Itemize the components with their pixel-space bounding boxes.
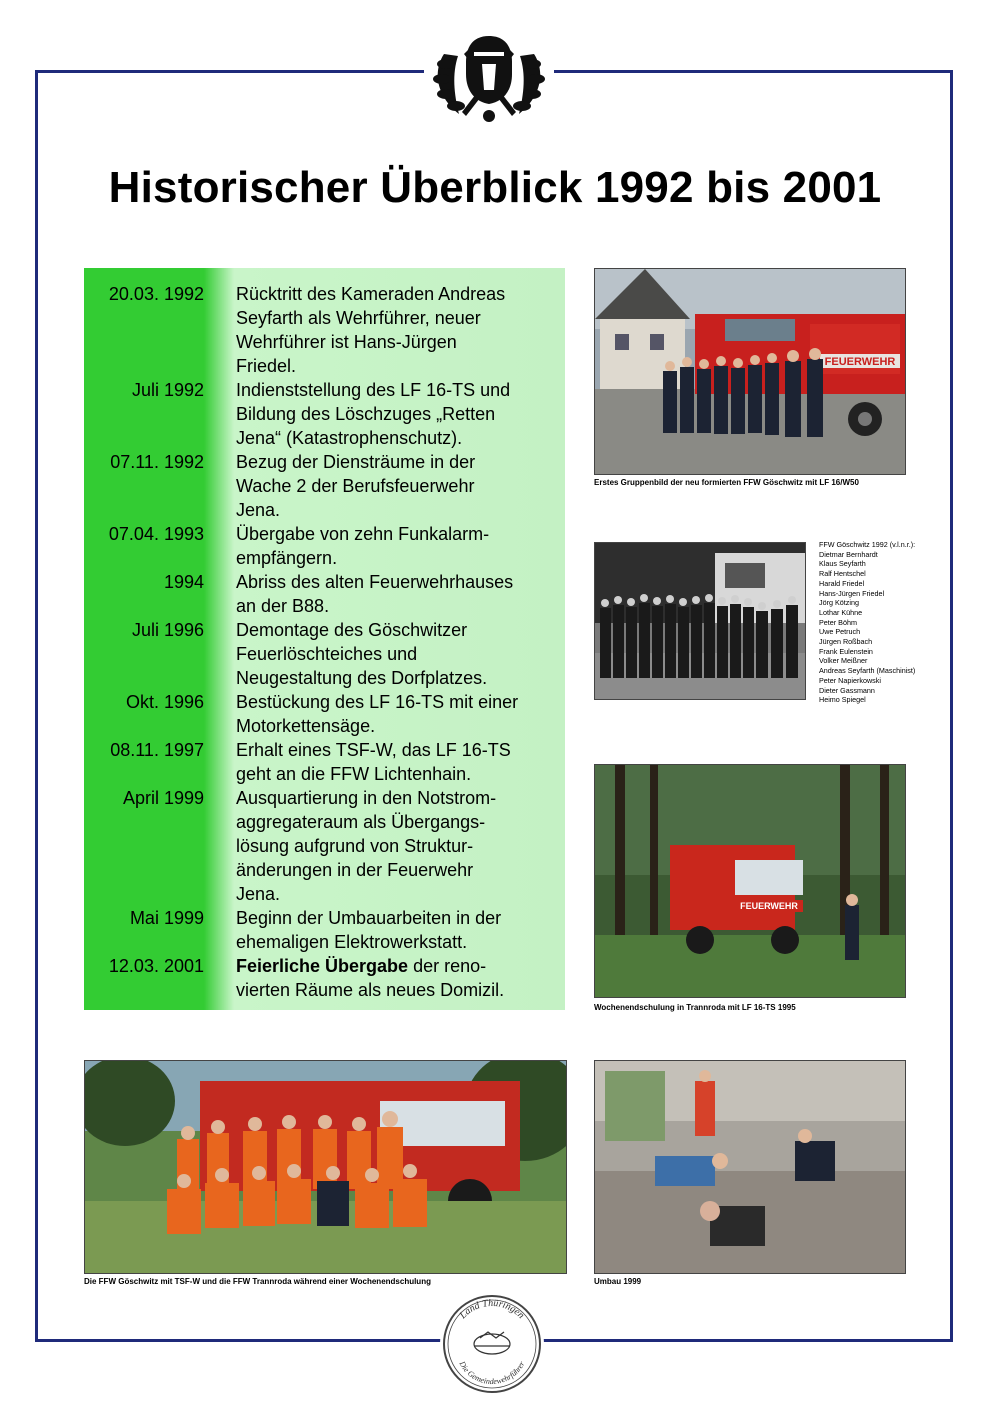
timeline-line: Seyfarth als Wehrführer, neuer (236, 308, 481, 328)
timeline-line-rest: der reno- (408, 956, 487, 976)
timeline-date: 07.11. 1992 (110, 452, 204, 472)
name-item: Klaus Seyfarth (819, 559, 866, 569)
photo5-caption: Umbau 1999 (594, 1277, 642, 1286)
timeline-date: Okt. 1996 (125, 692, 204, 712)
truck-label: FEUERWEHR (740, 901, 798, 911)
timeline-line: Ausquartierung in den Notstrom- (236, 788, 497, 808)
name-item: Uwe Petruch (819, 627, 861, 637)
timeline-line: Bildung des Löschzuges „Retten (236, 404, 496, 424)
group-photo-lf16-w50 (594, 268, 906, 475)
timeline-line: geht an die FFW Lichtenhain. (236, 764, 472, 784)
truck-label: FEUERWEHR (824, 356, 896, 368)
name-item: Peter Böhm (819, 617, 857, 627)
timeline-line: vierten Räume als neues Domizil. (236, 980, 505, 1000)
photo2-name-list (819, 540, 915, 705)
name-item: Andreas Seyfarth (Maschinist) (819, 666, 916, 676)
group-photo-1992-bw (594, 542, 806, 700)
photo-trannroda-lf16 (594, 764, 906, 998)
timeline-line: empfängern. (236, 548, 338, 568)
timeline-line: Bezug der Diensträume in der (236, 452, 476, 472)
timeline-line: Beginn der Umbauarbeiten in der (236, 908, 502, 928)
timeline-line: Bestückung des LF 16-TS mit einer (236, 692, 519, 712)
name-item: Jürgen Roßbach (819, 637, 873, 647)
timeline-bold-text: Feierliche Übergabe (236, 956, 409, 976)
photo4-caption: Die FFW Göschwitz mit TSF-W und die FFW Trannroda während einer Wochenendschulung (84, 1277, 431, 1286)
timeline-date: April 1999 (122, 788, 204, 808)
timeline-text (236, 378, 556, 450)
name-item: Hans-Jürgen Friedel (819, 588, 885, 598)
name-item: Volker Meißner (819, 656, 868, 666)
name-item: Ralf Hentschel (819, 569, 866, 579)
timeline-date: 07.04. 1993 (108, 524, 204, 544)
names-title: FFW Göschwitz 1992 (v.l.n.r.): (819, 540, 916, 549)
timeline-line: Feuerlöschteiches und (236, 644, 418, 664)
timeline-text (236, 282, 556, 378)
timeline-line: änderungen in der Feuerwehr (236, 860, 474, 880)
timeline-line: Abriss des alten Feuerwehrhauses (236, 572, 514, 592)
name-item: Dietmar Bernhardt (819, 549, 878, 559)
timeline-line: Neugestaltung des Dorfplatzes. (236, 668, 488, 688)
timeline-date: 20.03. 1992 (108, 284, 204, 304)
timeline-line: Motorkettensäge. (236, 716, 376, 736)
timeline-date: 12.03. 2001 (108, 956, 204, 976)
timeline-line: aggregateraum als Übergangs- (236, 812, 486, 832)
timeline-date: Mai 1999 (129, 908, 204, 928)
seal-bottom-text: Die Gemeindewehrführer (457, 1359, 527, 1387)
timeline-line: Jena“ (Katastrophenschutz). (236, 428, 463, 448)
photo1-caption: Erstes Gruppenbild der neu formierten FFW Göschwitz mit LF 16/W50 (594, 478, 859, 487)
timeline-date: Juli 1992 (131, 380, 204, 400)
timeline-line (236, 954, 556, 978)
timeline-text (236, 738, 556, 786)
name-item: Heimo Spiegel (819, 695, 866, 705)
photo-umbau-1999 (594, 1060, 906, 1274)
timeline-date: Juli 1996 (131, 620, 204, 640)
timeline-text (236, 618, 556, 690)
timeline-line: Jena. (236, 500, 281, 520)
timeline-date: 08.11. 1997 (110, 740, 204, 760)
photo-tsf-w-group (84, 1060, 567, 1274)
timeline-line: Jena. (236, 884, 281, 904)
timeline-text (236, 690, 556, 738)
timeline-line: Übergabe von zehn Funkalarm- (236, 524, 490, 544)
timeline-line: Rücktritt des Kameraden Andreas (236, 284, 506, 304)
name-item: Harald Friedel (819, 578, 865, 588)
seal-top-text: Land Thüringen (457, 1297, 527, 1322)
name-item: Jörg Kötzing (819, 598, 859, 608)
timeline-text (236, 786, 556, 906)
name-item: Dieter Gassmann (819, 685, 875, 695)
timeline-line: Indienststellung des LF 16-TS und (236, 380, 511, 400)
timeline-line: Wache 2 der Berufsfeuerwehr (236, 476, 475, 496)
timeline-line: ehemaligen Elektrowerkstatt. (236, 932, 468, 952)
seal-stamp-icon (440, 1292, 544, 1396)
timeline-text (236, 450, 556, 522)
name-item: Peter Napierkowski (819, 675, 881, 685)
photo3-caption: Wochenendschulung in Trannroda mit LF 16-TS 1995 (594, 1003, 796, 1012)
timeline-line: lösung aufgrund von Struktur- (236, 836, 474, 856)
timeline-panel (84, 268, 565, 1010)
timeline-line: Wehrführer ist Hans-Jürgen (236, 332, 457, 352)
name-item: Lothar Kühne (819, 607, 863, 617)
timeline-line: Demontage des Göschwitzer (236, 620, 468, 640)
timeline-date: 1994 (163, 572, 204, 592)
name-item: Frank Eulenstein (819, 646, 873, 656)
fire-helmet-emblem-icon (424, 24, 554, 132)
timeline-line: Erhalt eines TSF-W, das LF 16-TS (236, 740, 511, 760)
timeline-line: an der B88. (236, 596, 330, 616)
timeline-text (236, 954, 556, 1002)
page-title: Historischer Überblick 1992 bis 2001 (108, 163, 882, 212)
timeline-text (236, 570, 556, 618)
timeline-text (236, 522, 556, 570)
timeline-line: Friedel. (236, 356, 297, 376)
timeline-text (236, 906, 556, 954)
